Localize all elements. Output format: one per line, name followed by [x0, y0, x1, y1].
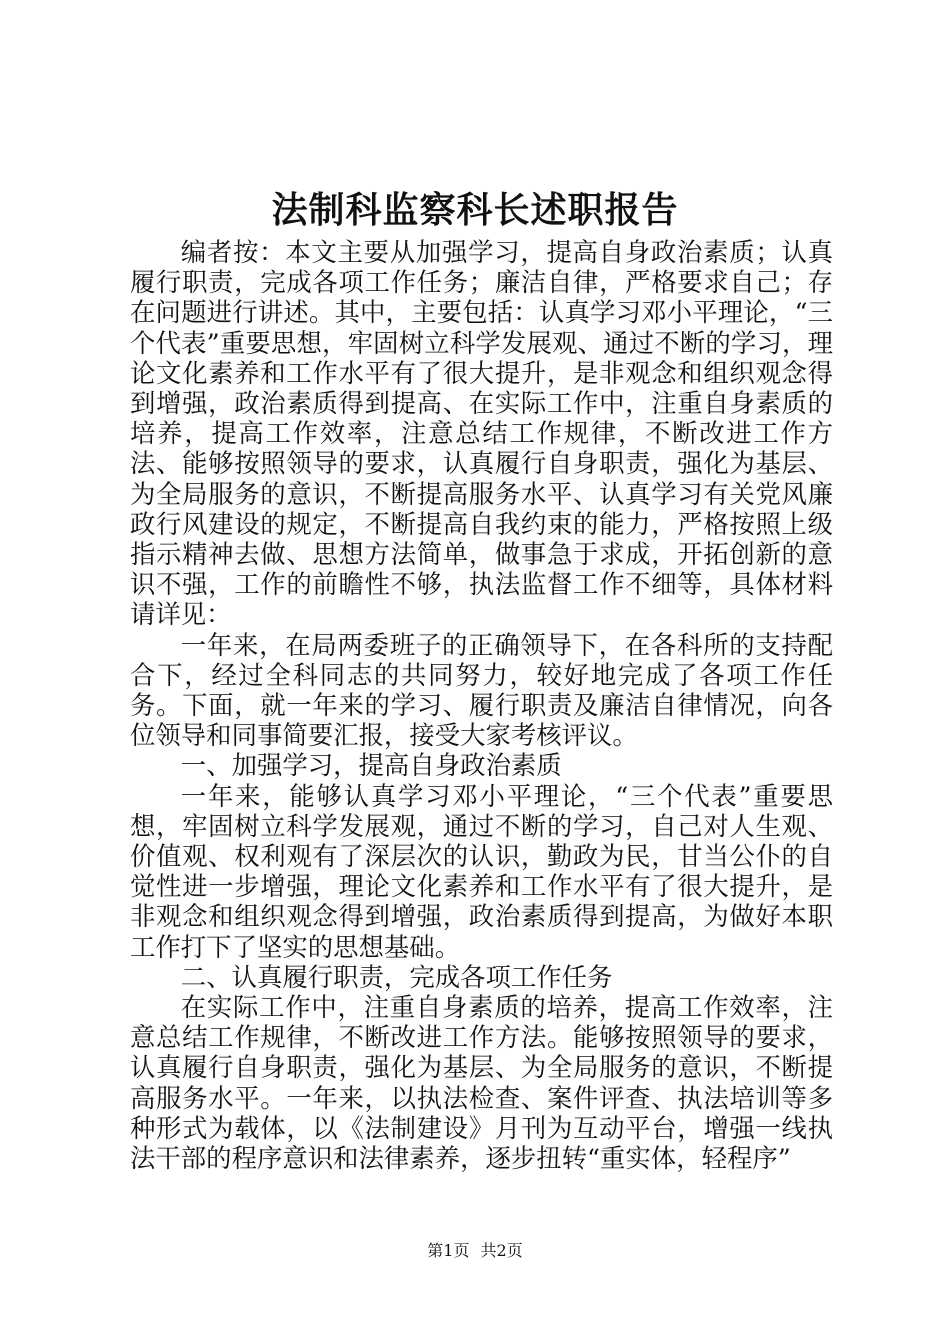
document-body: [130, 237, 833, 1173]
section-1-paragraph: 一年来，能够认真学习邓小平理论，“三个代表”重要思想，牢固树立科学发展观，通过不断的学习，自己对人生观、价值观、权利观有了深层次的认识，勤政为民，甘当公仆的自觉性进一步增强，理论文化素养和工作水平有了很大提升，是非观念和组织观念得到增强，政治素质得到提高，为做好本职工作打下了坚实的思想基础。: [130, 780, 833, 962]
document-title: 法制科监察科长述职报告: [271, 189, 679, 231]
editor-note-paragraph: 编者按：本文主要从加强学习，提高自身政治素质；认真履行职责，完成各项工作任务；廉洁自律，严格要求自己；存在问题进行讲述。其中，主要包括：认真学习邓小平理论，“三个代表”重要思想，牢固树立科学发展观、通过不断的学习，理论文化素养和工作水平有了很大提升，是非观念和组织观念得到增强，政治素质得到提高、在实际工作中，注重自身素质的培养，提高工作效率，注意总结工作规律，不断改进工作方法、能够按照领导的要求，认真履行自身职责，强化为基层、为全局服务的意识，不断提高服务水平、认真学习有关党风廉政行风建设的规定，不断提高自我约束的能力，严格按照上级指示精神去做、思想方法简单，做事急于求成，开拓创新的意识不强，工作的前瞻性不够，执法监督工作不细等，具体材料请详见：: [130, 237, 833, 630]
intro-paragraph: 一年来，在局两委班子的正确领导下，在各科所的支持配合下，经过全科同志的共同努力，较好地完成了各项工作任务。下面，就一年来的学习、履行职责及廉洁自律情况，向各位领导和同事简要汇报，接受大家考核评议。: [130, 629, 833, 751]
page-number: 第1页: [427, 1241, 470, 1260]
section-2-paragraph: 在实际工作中，注重自身素质的培养，提高工作效率，注意总结工作规律，不断改进工作方法。能够按照领导的要求，认真履行自身职责，强化为基层、为全局服务的意识，不断提高服务水平。一年来，以执法检查、案件评查、执法培训等多种形式为载体，以《法制建设》月刊为互动平台，增强一线执法干部的程序意识和法律素养，逐步扭转“重实体，轻程序”: [130, 992, 833, 1174]
page-footer: [0, 1240, 950, 1262]
section-heading-1: 一、加强学习，提高自身政治素质: [180, 750, 562, 781]
section-heading-2: 二、认真履行职责，完成各项工作任务: [180, 961, 613, 992]
page-total: 共2页: [480, 1241, 523, 1260]
